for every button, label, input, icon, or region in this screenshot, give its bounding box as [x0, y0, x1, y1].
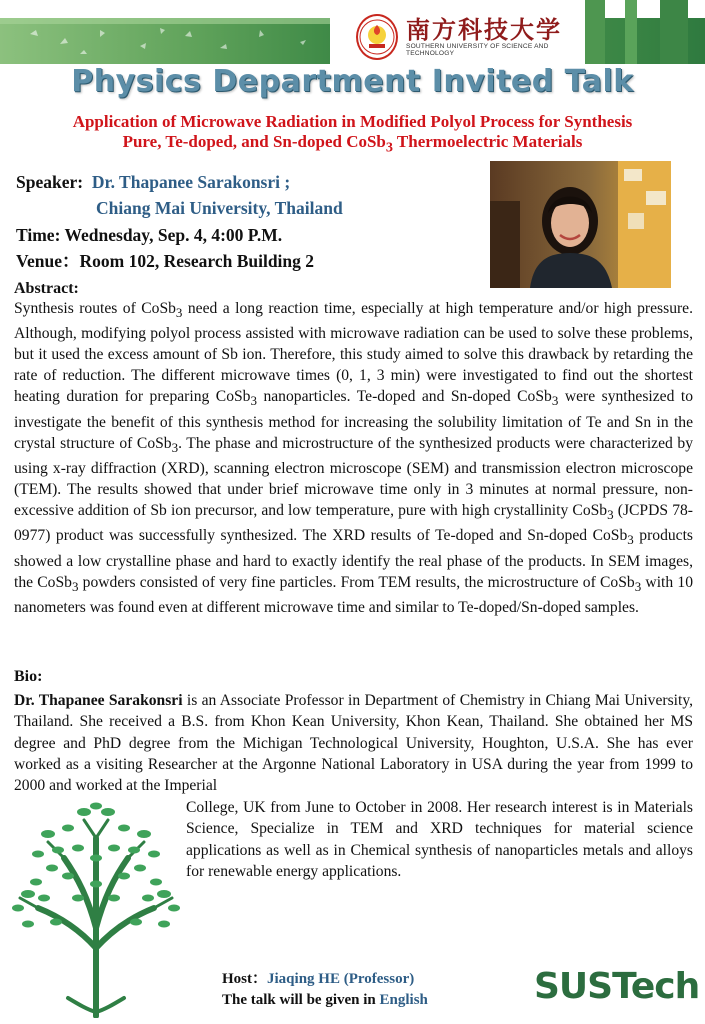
- tree-icon: [8, 798, 184, 1018]
- bio-text-continued: College, UK from June to October in 2008. Her research interest is in Materials Science, Specialize in TEM and XRD techniques for material science applications as well as in Chemical synthesis of nanoparticles metals and alloys for renewable energy applications.: [186, 799, 693, 880]
- sustech-logo: SUSTech: [534, 966, 700, 1007]
- talk-title: [20, 112, 685, 157]
- venue-label: Venue：: [16, 251, 80, 271]
- speaker-line: [16, 172, 290, 192]
- page-title: Physics Department Invited Talk: [71, 64, 634, 99]
- university-name-en: SOUTHERN UNIVERSITY OF SCIENCE AND TECHNOLOGY: [406, 43, 549, 57]
- venue-value: Room 102, Research Building 2: [79, 251, 315, 271]
- bio-name: Dr. Thapanee Sarakonsri: [14, 692, 183, 709]
- speaker-name: Dr. Thapanee Sarakonsri ;: [91, 172, 291, 192]
- header-banner: [0, 0, 705, 64]
- speaker-affiliation: Chiang Mai University, Thailand: [96, 198, 343, 218]
- host-name: Jiaqing HE (Professor): [267, 971, 415, 987]
- time-value: Wednesday, Sep. 4, 4:00 P.M.: [64, 225, 283, 245]
- abstract-label: Abstract:: [14, 280, 79, 297]
- talk-title-line2: Pure, Te-doped, and Sn-doped CoSb$_3$ Thermoelectric Materials: [122, 132, 583, 156]
- university-seal-icon: [356, 14, 398, 60]
- abstract-text: Synthesis routes of CoSb$_3$ need a long reaction time, especially at high temperature and/or high pressure. Although, modifying polyol process assisted with microwave radiation can be used to solve these problems, but it used the excess amount of Sb ion. Therefore, this study aimed to solve this drawback by retarding the rate of reduction. The different microwave times (0, 1, 3 min) were investigated to find out the shortest heating duration for preparing CoSb$_3$ nanoparticles. Te-doped and Sn-doped CoSb$_3$ were synthesized to investigate the benefit of this synthesis method for increasing the solubility limitation of Te and Sn in the crystal structure of CoSb$_3$. The phase and microstructure of the synthesized products were characterized by using x-ray diffraction (XRD), scanning electron microscope (SEM) and transmission electron microscope (TEM). The results showed that under brief microwave time only in 3 minutes at normal pressure, non-excessive addition of Sb ion precursor, and low temperature, pure with high crystallinity CoSb$_3$ (JCPDS 78-0977) product was successfully synthesized. The XRD results of Te-doped and Sn-doped CoSb$_3$ products showed a low crystalline phase and hard to exactly identify the real phase of the products. In SEM images, the CoSb$_3$ powders consisted of very fine particles. From TEM results, the microstructure of CoSb$_3$ with 10 nanometers was found even at different microwave time and similar to Te-doped/Sn-doped samples.: [14, 300, 694, 616]
- speaker-photo: [490, 161, 671, 288]
- time-label: Time:: [16, 225, 61, 245]
- bio-label: Bio:: [14, 668, 43, 685]
- language-line: The talk will be given in English: [222, 992, 428, 1008]
- talk-title-line1: Application of Microwave Radiation in Modified Polyol Process for Synthesis: [72, 112, 633, 131]
- host-line: Host：Jiaqing HE (Professor): [222, 971, 415, 987]
- university-name-cn: 南方科技大学: [406, 15, 562, 44]
- host-info: [222, 969, 428, 1011]
- talk-language: English: [379, 992, 428, 1008]
- bio-text: Dr. Thapanee Sarakonsri is an Associate Professor in Department of Chemistry in Chiang Mai University, Thailand. She received a B.S. from Khon Kean University, Khon Kean, Thailand. She obtained her MS degree and PhD degree from the Michigan Technological University, Houghton, U.S.A. She has ever worked as a visiting Researcher at the Argonne National Laboratory in USA during the year from 1999 to 2000 and worked at the Imperial: [14, 692, 694, 795]
- speaker-label: Speaker:: [16, 172, 84, 192]
- university-logo: [356, 14, 580, 60]
- time-line: [16, 225, 282, 245]
- venue-line: [16, 251, 314, 271]
